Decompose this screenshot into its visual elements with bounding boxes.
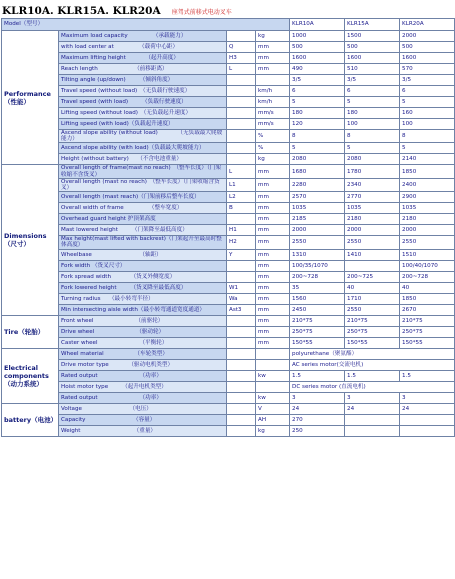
spec-unit xyxy=(256,75,290,86)
spec-symbol xyxy=(227,326,256,337)
spec-item-label: Turning radius （最小转弯半径） xyxy=(59,293,227,304)
spec-row xyxy=(2,108,455,119)
spec-symbol xyxy=(227,75,256,86)
spec-unit: mm xyxy=(256,315,290,326)
spec-value-klr15a: 210*75 xyxy=(345,315,400,326)
spec-value-klr15a: 5 xyxy=(345,97,400,108)
spec-value-klr10a: 2080 xyxy=(290,154,345,165)
spec-row xyxy=(2,414,455,425)
spec-item-label: Hoist motor type （起升电机类型） xyxy=(59,381,227,392)
spec-value-klr10a: 2550 xyxy=(290,236,345,249)
spec-value-klr10a: 1680 xyxy=(290,165,345,178)
spec-row xyxy=(2,271,455,282)
spec-item-label: Overall length of frame(mast no reach) （整车长度）（门架收缩不含货叉） xyxy=(59,165,227,178)
spec-value-klr10a: 200~728 xyxy=(290,271,345,282)
spec-symbol: H2 xyxy=(227,236,256,249)
spec-unit: % xyxy=(256,143,290,154)
spec-value-klr15a xyxy=(345,425,400,436)
spec-item-label: Fork width （货叉尺寸） xyxy=(59,260,227,271)
spec-value-klr10a: 2570 xyxy=(290,192,345,203)
spec-item-label: Voltage （电压） xyxy=(59,403,227,414)
spec-symbol: Q xyxy=(227,42,256,53)
spec-row xyxy=(2,86,455,97)
spec-unit: mm xyxy=(256,271,290,282)
spec-row xyxy=(2,143,455,154)
spec-row xyxy=(2,326,455,337)
spec-symbol xyxy=(227,337,256,348)
category-performance: Performance（性能） xyxy=(2,31,59,165)
spec-symbol xyxy=(227,154,256,165)
spec-row xyxy=(2,203,455,214)
spec-value-klr20a: 100 xyxy=(400,119,455,130)
spec-symbol xyxy=(227,370,256,381)
spec-item-label: Drive wheel （驱动轮） xyxy=(59,326,227,337)
spec-symbol xyxy=(227,97,256,108)
spec-row xyxy=(2,403,455,414)
spec-value-klr10a: 1310 xyxy=(290,249,345,260)
spec-unit: mm xyxy=(256,178,290,191)
spec-value-klr10a: 500 xyxy=(290,42,345,53)
spec-value-klr15a: 3/5 xyxy=(345,75,400,86)
spec-value-klr20a: 2550 xyxy=(400,236,455,249)
spec-value-klr15a: 2180 xyxy=(345,214,400,225)
spec-row xyxy=(2,64,455,75)
spec-symbol xyxy=(227,31,256,42)
spec-item-label: Caster wheel （平衡轮） xyxy=(59,337,227,348)
spec-unit: kg xyxy=(256,425,290,436)
spec-unit: mm xyxy=(256,203,290,214)
spec-item-label: Lifting speed (with load)（负载起升速度） xyxy=(59,119,227,130)
spec-row xyxy=(2,42,455,53)
category-tire: Tire（轮胎） xyxy=(2,315,59,348)
spec-row xyxy=(2,249,455,260)
spec-value-klr20a: 2400 xyxy=(400,178,455,191)
spec-value-klr10a: 8 xyxy=(290,130,345,143)
spec-item-label: Max height(mast lifted with backrest)（门架起升至最高时整体高度） xyxy=(59,236,227,249)
spec-row xyxy=(2,304,455,315)
spec-value-klr15a: 1500 xyxy=(345,31,400,42)
spec-row xyxy=(2,225,455,236)
spec-symbol: B xyxy=(227,203,256,214)
spec-symbol xyxy=(227,315,256,326)
spec-item-label: Min intersecting aisle width（最小转弯通道宽度通道） xyxy=(59,304,227,315)
spec-item-label: Front wheel （前驱轮） xyxy=(59,315,227,326)
spec-symbol xyxy=(227,214,256,225)
spec-value-klr10a: 3/5 xyxy=(290,75,345,86)
header-model-label: Model（型号） xyxy=(2,19,290,31)
spec-item-label: Overhead guard height 护顶架高度 xyxy=(59,214,227,225)
spec-symbol xyxy=(227,414,256,425)
spec-row xyxy=(2,315,455,326)
spec-value-klr20a: 1510 xyxy=(400,249,455,260)
spec-item-label: Weight （重量） xyxy=(59,425,227,436)
spec-value-klr15a: 2080 xyxy=(345,154,400,165)
spec-value-klr15a: 180 xyxy=(345,108,400,119)
spec-item-label: Height (without battery) （不含电池重量） xyxy=(59,154,227,165)
spec-unit xyxy=(256,348,290,359)
spec-value-klr15a: 1710 xyxy=(345,293,400,304)
spec-value-klr10a: 1560 xyxy=(290,293,345,304)
spec-value-klr10a: 2185 xyxy=(290,214,345,225)
spec-unit: mm xyxy=(256,337,290,348)
spec-unit: mm xyxy=(256,304,290,315)
spec-value-klr20a: 1.5 xyxy=(400,370,455,381)
spec-value-klr10a: 24 xyxy=(290,403,345,414)
spec-value-klr15a: 24 xyxy=(345,403,400,414)
document-title xyxy=(2,2,232,16)
spec-item-label: Travel speed (with load) （负载行驶速度） xyxy=(59,97,227,108)
spec-symbol: Ast3 xyxy=(227,304,256,315)
spec-value-klr15a: 2550 xyxy=(345,304,400,315)
spec-value-klr10a: 490 xyxy=(290,64,345,75)
spec-value-klr15a: 1035 xyxy=(345,203,400,214)
spec-value-klr20a: 200~728 xyxy=(400,271,455,282)
spec-value-klr20a: 250*75 xyxy=(400,326,455,337)
spec-unit: kg xyxy=(256,154,290,165)
spec-value-klr20a: 100/40/1070 xyxy=(400,260,455,271)
header-model-1: KLR10A xyxy=(290,19,345,31)
spec-symbol xyxy=(227,143,256,154)
spec-value-klr10a: 180 xyxy=(290,108,345,119)
spec-unit: mm xyxy=(256,165,290,178)
spec-unit: mm xyxy=(256,192,290,203)
spec-value-klr20a: 1035 xyxy=(400,203,455,214)
spec-unit: mm xyxy=(256,282,290,293)
spec-value-klr20a: 5 xyxy=(400,143,455,154)
spec-item-label: Ascend slope ability (without load) （无负载最大爬坡能力） xyxy=(59,130,227,143)
spec-value-klr20a: 2000 xyxy=(400,225,455,236)
spec-symbol xyxy=(227,260,256,271)
spec-value-klr15a xyxy=(345,260,400,271)
spec-value-klr15a: 6 xyxy=(345,86,400,97)
spec-value-klr10a: 5 xyxy=(290,143,345,154)
spec-value-all: DC series motor (直流电机) xyxy=(290,381,455,392)
spec-symbol xyxy=(227,348,256,359)
spec-value-klr10a: 120 xyxy=(290,119,345,130)
spec-value-klr10a: 250*75 xyxy=(290,326,345,337)
spec-value-klr20a xyxy=(400,425,455,436)
spec-value-klr10a: 250 xyxy=(290,425,345,436)
spec-item-label: Overall width of frame （整车宽度） xyxy=(59,203,227,214)
spec-unit: % xyxy=(256,130,290,143)
spec-value-klr20a: 40 xyxy=(400,282,455,293)
spec-value-klr20a: 1850 xyxy=(400,293,455,304)
spec-symbol: L xyxy=(227,64,256,75)
spec-unit: mm xyxy=(256,64,290,75)
spec-value-klr15a: 2340 xyxy=(345,178,400,191)
spec-row xyxy=(2,192,455,203)
spec-value-klr20a: 24 xyxy=(400,403,455,414)
spec-row xyxy=(2,165,455,178)
spec-row xyxy=(2,293,455,304)
spec-item-label: Capacity （容量） xyxy=(59,414,227,425)
spec-symbol xyxy=(227,108,256,119)
spec-unit: mm xyxy=(256,214,290,225)
spec-row xyxy=(2,119,455,130)
spec-value-klr20a: 570 xyxy=(400,64,455,75)
spec-value-all: AC series motor(交流电机) xyxy=(290,359,455,370)
spec-row xyxy=(2,97,455,108)
spec-item-label: Fork lowered height （货叉降至最低高度） xyxy=(59,282,227,293)
spec-symbol xyxy=(227,130,256,143)
spec-value-klr15a: 100 xyxy=(345,119,400,130)
spec-value-klr20a: 2900 xyxy=(400,192,455,203)
spec-unit: kw xyxy=(256,370,290,381)
spec-value-klr10a: 1.5 xyxy=(290,370,345,381)
spec-value-klr20a: 5 xyxy=(400,97,455,108)
spec-value-klr20a: 150*55 xyxy=(400,337,455,348)
spec-item-label: Fork spread width （货叉外侧宽度） xyxy=(59,271,227,282)
spec-item-label: Maximum load capacity （承载能力） xyxy=(59,31,227,42)
spec-row xyxy=(2,282,455,293)
spec-unit: km/h xyxy=(256,86,290,97)
spec-value-klr15a: 1600 xyxy=(345,53,400,64)
spec-symbol xyxy=(227,392,256,403)
spec-value-klr15a: 1780 xyxy=(345,165,400,178)
spec-value-klr20a: 1600 xyxy=(400,53,455,64)
spec-value-klr20a: 1850 xyxy=(400,165,455,178)
spec-value-klr10a: 5 xyxy=(290,97,345,108)
specification-table xyxy=(1,18,455,437)
spec-unit: mm/s xyxy=(256,108,290,119)
spec-value-klr20a: 2670 xyxy=(400,304,455,315)
spec-value-klr15a: 2550 xyxy=(345,236,400,249)
spec-unit: kw xyxy=(256,392,290,403)
spec-value-klr20a: 6 xyxy=(400,86,455,97)
spec-unit: kg xyxy=(256,31,290,42)
title-model-names: KLR10A. KLR15A. KLR20A xyxy=(2,5,161,17)
spec-value-klr15a: 2770 xyxy=(345,192,400,203)
spec-symbol xyxy=(227,86,256,97)
spec-value-klr15a: 510 xyxy=(345,64,400,75)
spec-row xyxy=(2,154,455,165)
spec-value-klr15a: 200~725 xyxy=(345,271,400,282)
spec-value-klr10a: 210*75 xyxy=(290,315,345,326)
spec-value-klr15a: 40 xyxy=(345,282,400,293)
spec-symbol: W1 xyxy=(227,282,256,293)
spec-unit: km/h xyxy=(256,97,290,108)
spec-value-klr15a: 3 xyxy=(345,392,400,403)
spec-value-klr10a: 1035 xyxy=(290,203,345,214)
spec-row xyxy=(2,260,455,271)
spec-item-label: with load center at （载荷中心距） xyxy=(59,42,227,53)
spec-item-label: Maximum lifting height （起升高度） xyxy=(59,53,227,64)
spec-row xyxy=(2,236,455,249)
spec-item-label: Lifting speed (without load) （无负载起升速度） xyxy=(59,108,227,119)
spec-row xyxy=(2,31,455,42)
spec-row xyxy=(2,381,455,392)
spec-value-klr10a: 100/35/1070 xyxy=(290,260,345,271)
spec-item-label: Travel speed (without load) （无负载行驶速度） xyxy=(59,86,227,97)
spec-item-label: Reach length （前移距离） xyxy=(59,64,227,75)
spec-row xyxy=(2,370,455,381)
spec-value-klr10a: 35 xyxy=(290,282,345,293)
spec-symbol xyxy=(227,359,256,370)
spec-value-klr20a: 3/5 xyxy=(400,75,455,86)
spec-symbol: H1 xyxy=(227,225,256,236)
spec-value-klr15a: 1410 xyxy=(345,249,400,260)
spec-item-label: Rated output （功率） xyxy=(59,370,227,381)
spec-row xyxy=(2,75,455,86)
spec-unit: mm/s xyxy=(256,119,290,130)
spec-symbol xyxy=(227,119,256,130)
spec-row xyxy=(2,425,455,436)
spec-unit: mm xyxy=(256,326,290,337)
spec-value-klr20a: 2000 xyxy=(400,31,455,42)
spec-unit xyxy=(256,359,290,370)
spec-unit: mm xyxy=(256,236,290,249)
spec-symbol: L2 xyxy=(227,192,256,203)
spec-value-klr15a: 5 xyxy=(345,143,400,154)
spec-row xyxy=(2,130,455,143)
spec-row xyxy=(2,392,455,403)
spec-value-klr20a: 160 xyxy=(400,108,455,119)
spec-item-label: Overall length (mast reach)（门架前移后整车长度） xyxy=(59,192,227,203)
spec-value-klr10a: 270 xyxy=(290,414,345,425)
header-model-3: KLR20A xyxy=(400,19,455,31)
spec-row xyxy=(2,337,455,348)
spec-symbol: H3 xyxy=(227,53,256,64)
spec-item-label: Tilting angle (up/down) （倾斜角度） xyxy=(59,75,227,86)
spec-symbol xyxy=(227,381,256,392)
spec-value-klr10a: 2450 xyxy=(290,304,345,315)
spec-value-all: polyurethane（聚氨酯） xyxy=(290,348,455,359)
spec-value-klr15a: 2000 xyxy=(345,225,400,236)
spec-value-klr10a: 150*55 xyxy=(290,337,345,348)
spec-symbol: Wa xyxy=(227,293,256,304)
spec-value-klr15a: 500 xyxy=(345,42,400,53)
spec-value-klr10a: 2000 xyxy=(290,225,345,236)
spec-row xyxy=(2,359,455,370)
spec-item-label: Rated output （功率） xyxy=(59,392,227,403)
spec-unit: AH xyxy=(256,414,290,425)
header-row xyxy=(2,19,455,31)
spec-symbol xyxy=(227,403,256,414)
title-chinese-subtitle: 座驾式前移式电动叉车 xyxy=(171,9,232,16)
spec-symbol xyxy=(227,271,256,282)
spec-value-klr10a: 3 xyxy=(290,392,345,403)
category-electrical: Electrical components（动力系统） xyxy=(2,348,59,403)
spec-symbol: Y xyxy=(227,249,256,260)
spec-symbol: L xyxy=(227,165,256,178)
spec-value-klr20a: 2140 xyxy=(400,154,455,165)
spec-unit xyxy=(256,381,290,392)
spec-item-label: Wheel material （车轮类型） xyxy=(59,348,227,359)
spec-value-klr15a xyxy=(345,414,400,425)
spec-value-klr10a: 2280 xyxy=(290,178,345,191)
category-battery: battery（电池） xyxy=(2,403,59,436)
spec-symbol xyxy=(227,425,256,436)
spec-value-klr20a: 210*75 xyxy=(400,315,455,326)
spec-item-label: Wheelbase （轴距） xyxy=(59,249,227,260)
spec-item-label: Overall length (mast no reach) （整车长度）（门架收缩含货叉） xyxy=(59,178,227,191)
spec-value-klr10a: 6 xyxy=(290,86,345,97)
spec-row xyxy=(2,214,455,225)
spec-value-klr20a xyxy=(400,414,455,425)
spec-row xyxy=(2,53,455,64)
spec-value-klr20a: 2180 xyxy=(400,214,455,225)
spec-row xyxy=(2,348,455,359)
spec-row xyxy=(2,178,455,191)
spec-item-label: Ascend slope ability (with load)（负载最大爬坡能力） xyxy=(59,143,227,154)
spec-value-klr10a: 1600 xyxy=(290,53,345,64)
spec-value-klr20a: 3 xyxy=(400,392,455,403)
spec-unit: mm xyxy=(256,53,290,64)
spec-unit: mm xyxy=(256,249,290,260)
spec-unit: mm xyxy=(256,293,290,304)
spec-symbol: L1 xyxy=(227,178,256,191)
spec-unit: mm xyxy=(256,225,290,236)
spec-unit: mm xyxy=(256,260,290,271)
spec-value-klr15a: 150*55 xyxy=(345,337,400,348)
spec-value-klr15a: 8 xyxy=(345,130,400,143)
spec-value-klr15a: 1.5 xyxy=(345,370,400,381)
spec-unit: V xyxy=(256,403,290,414)
category-dimensions: Dimensions（尺寸） xyxy=(2,165,59,315)
spec-value-klr20a: 8 xyxy=(400,130,455,143)
spec-unit: mm xyxy=(256,42,290,53)
header-model-2: KLR15A xyxy=(345,19,400,31)
spec-value-klr15a: 250*75 xyxy=(345,326,400,337)
spec-value-klr10a: 1000 xyxy=(290,31,345,42)
spec-item-label: Drive motor type （驱动电机类型） xyxy=(59,359,227,370)
spec-value-klr20a: 500 xyxy=(400,42,455,53)
spec-item-label: Mast lowered height （门架降至最低高度） xyxy=(59,225,227,236)
